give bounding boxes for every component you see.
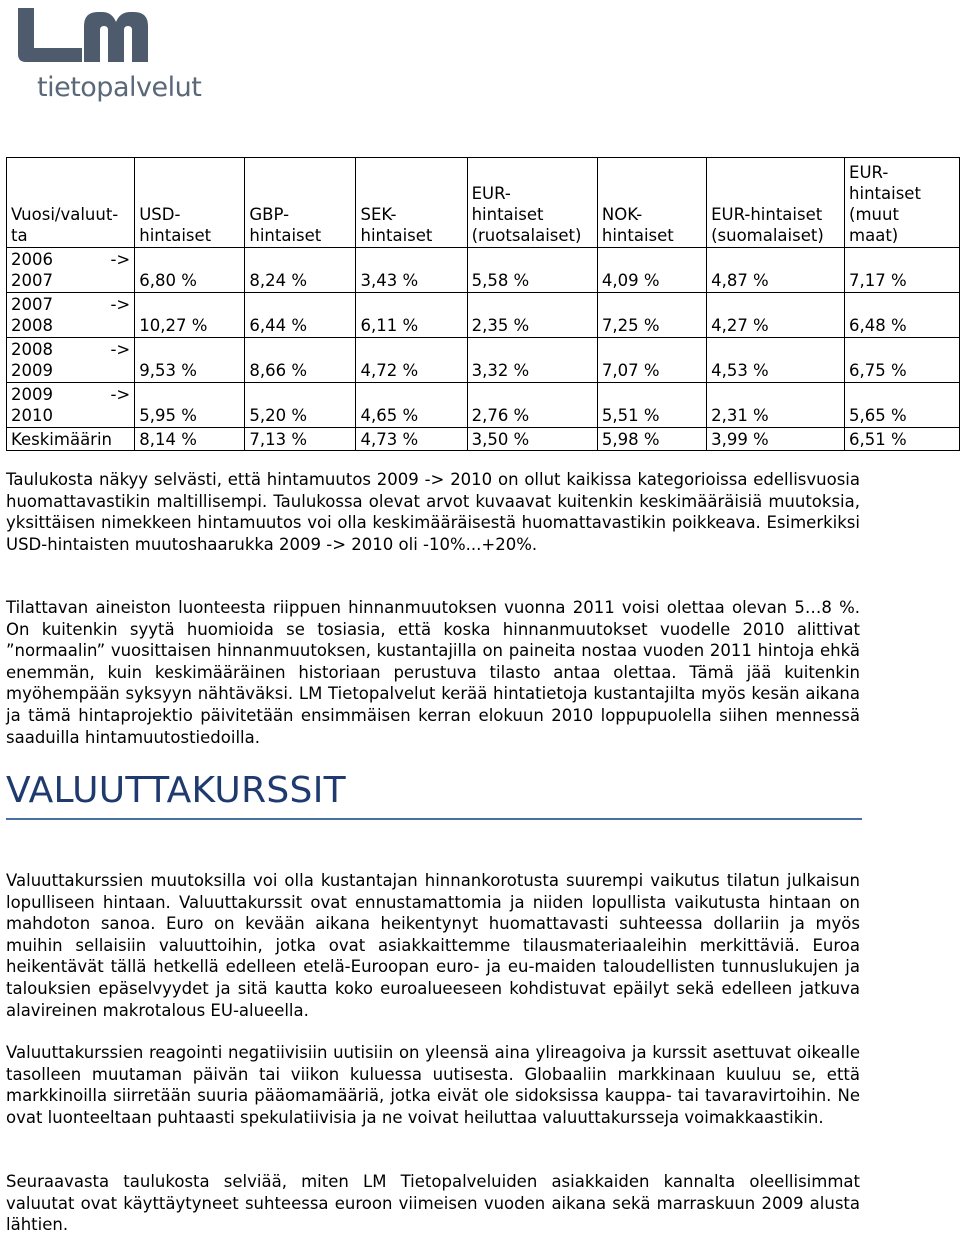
- header-sek: SEK- hintaiset: [356, 158, 467, 248]
- section-heading: VALUUTTAKURSSIT: [6, 770, 346, 811]
- company-logo: [12, 4, 202, 104]
- table-header-row: [7, 158, 960, 248]
- paragraph-currency-reaction: Valuuttakurssien reagointi negatiivisiin uutisiin on yleensä aina ylireagoiva ja kurssit asettuvat oikealle tasolleen muutaman päivän tai viikon kuluessa uutisesta. Globaaliin markkinaan kuuluu se, että markkinoilla siirretään suuria pääomamääriä, jotka eivät ole sidoksissa kauppa- tai tavaravirtoihin. Ne ovat luonteeltaan puhtaasti spekulatiivisia ja ne voivat heiluttaa valuuttakursseja voimakkaastikin.: [6, 1043, 860, 1127]
- header-eur-fi: EUR-hintaiset (suomalaiset): [707, 158, 845, 248]
- header-year: Vuosi/valuut- ta: [7, 158, 135, 248]
- heading-underline: [6, 818, 862, 820]
- paragraph-price-outlook: Tilattavan aineiston luonteesta riippuen hinnanmuutoksen vuonna 2011 voisi olettaa olevan 5…8 %. On kuitenkin syytä huomioida se tosiasia, että koska hinnanmuutokset vuodelle 2010 alittivat ”normaalin” vuosittaisen hinnanmuutoksen, kustantajilla on paineita nostaa vuoden 2011 hintoja ehkä enemmän, kuin keskimääräinen historiaan perustuva tilasto antaa olettaa. Tämä jää kuitenkin myöhempään syksyyn nähtäväksi. LM Tietopalvelut kerää hintatietoja kustantajilta myös kesän aikana ja tämä hintaprojektio päivitetään ensimmäisen kerran elokuun 2010 loppupuolella siihen mennessä saaduilla hintamuutostiedoilla.: [6, 598, 860, 747]
- table-row: 2007 -> 2008 10,27 % 6,44 % 6,11 % 2,35 % 7,25 % 4,27 % 6,48 %: [7, 293, 960, 338]
- price-change-table: [6, 157, 960, 451]
- paragraph-currency-impact: Valuuttakurssien muutoksilla voi olla kustantajan hinnankorotusta suurempi vaikutus tilatun julkaisun lopulliseen hintaan. Valuuttakurssit ovat ennustamattomia ja niiden lopullista vaikutusta hintaan on mahdoton sanoa. Euro on kevään aikana heikentynyt huomattavasti suhteessa dollariin ja myös muihin sellaisiin valuuttoihin, jotka ovat asiakkaittemme tilausmateriaaleihin merkittäviä. Euroa heikentävät tällä hetkellä edelleen etelä-Euroopan euro- ja eu-maiden taloudellisten tunnuslukujen ja talouksien epäselvyydet ja sitä kautta koko euroalueeseen kohdistuvat epäilyt sekä edelleen jatkuva alavireinen makrotalous EU-alueella.: [6, 871, 860, 1020]
- paragraph-next-table: Seuraavasta taulukosta selviää, miten LM Tietopalveluiden asiakkaiden kannalta oleellisimmat valuutat ovat käyttäytyneet suhteessa euroon viimeisen vuoden aikana sekä marraskuun 2009 alusta lähtien.: [6, 1172, 860, 1235]
- header-usd: USD- hintaiset: [135, 158, 245, 248]
- header-eur-se: EUR- hintaiset (ruotsalaiset): [467, 158, 597, 248]
- table-row: 2006 -> 2007 6,80 % 8,24 % 3,43 % 5,58 % 4,09 % 4,87 % 7,17 %: [7, 248, 960, 293]
- paragraph-table-summary: Taulukosta näkyy selvästi, että hintamuutos 2009 -> 2010 on ollut kaikissa kategorioissa edellisvuosia huomattavastikin maltillisempi. Taulukossa olevat arvot kuvaavat kuitenkin keskimääräisiä muutoksia, yksittäisen nimekkeen hintamuutos voi olla keskimääräisestä huomattavastikin poikkeava. Esimerkiksi USD-hintaisten muutoshaarukka 2009 -> 2010 oli -10%...+20%.: [6, 470, 860, 554]
- logo-text: tietopalvelut: [37, 72, 202, 103]
- table-row: 2008 -> 2009 9,53 % 8,66 % 4,72 % 3,32 % 7,07 % 4,53 % 6,75 %: [7, 338, 960, 383]
- lm-logo-mark: [12, 4, 172, 74]
- header-eur-other: EUR- hintaiset (muut maat): [845, 158, 960, 248]
- table-row: 2009 -> 2010 5,95 % 5,20 % 4,65 % 2,76 % 5,51 % 2,31 % 5,65 %: [7, 383, 960, 428]
- table-average-row: Keskimäärin 8,14 % 7,13 % 4,73 % 3,50 % 5,98 % 3,99 % 6,51 %: [7, 428, 960, 451]
- header-gbp: GBP- hintaiset: [245, 158, 356, 248]
- header-nok: NOK- hintaiset: [597, 158, 706, 248]
